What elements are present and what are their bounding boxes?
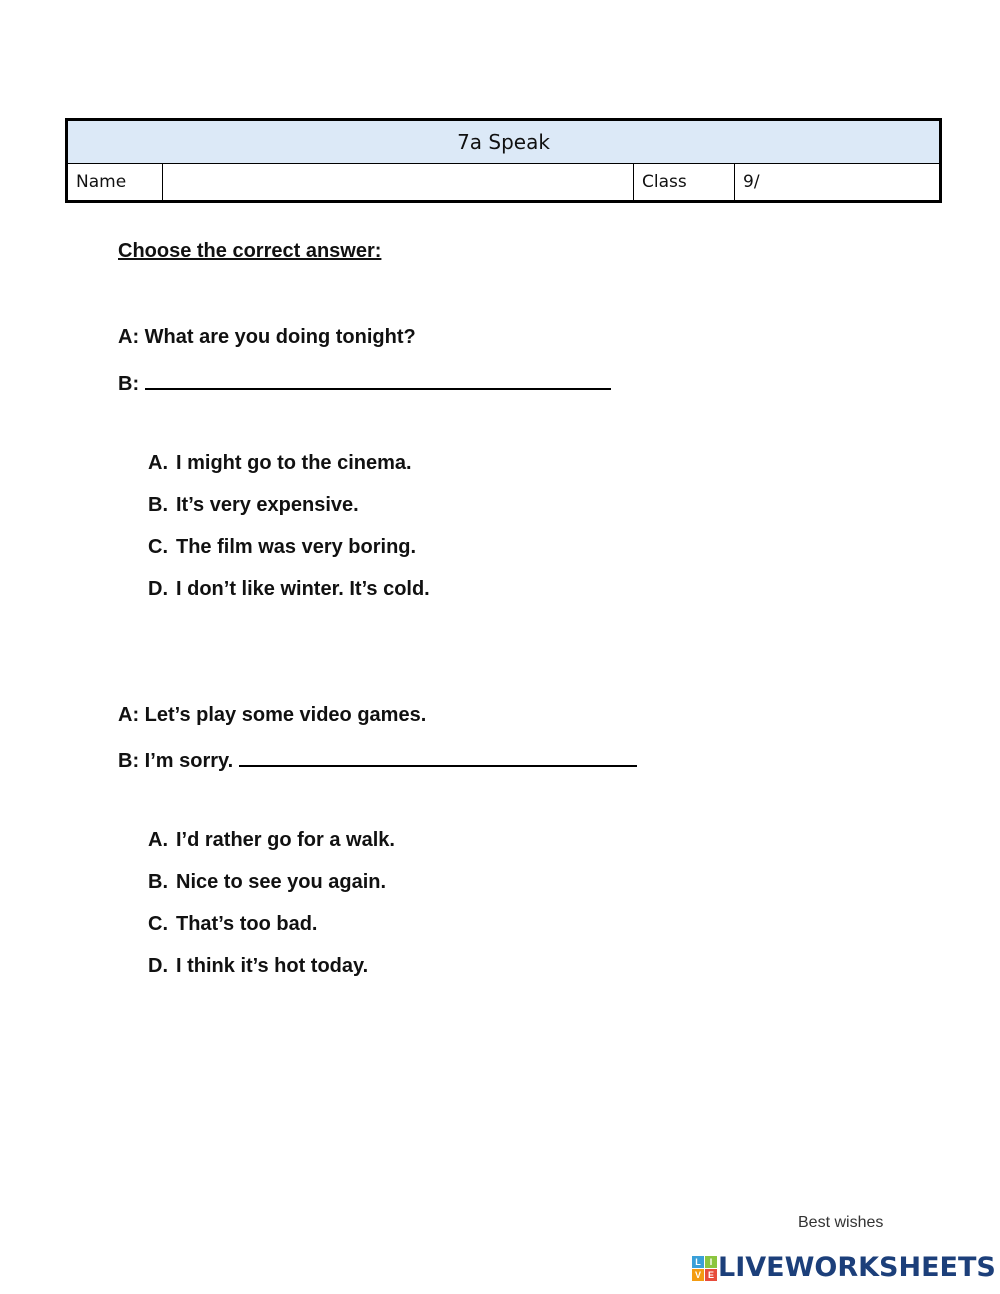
brand-name: LIVEWORKSHEETS: [718, 1252, 996, 1283]
footer-note: Best wishes: [798, 1214, 884, 1231]
logo-tile: V: [692, 1269, 704, 1281]
question-2-options: [148, 827, 395, 995]
option[interactable]: D. I don’t like winter. It’s cold.: [148, 578, 430, 600]
option[interactable]: A. I’d rather go for a walk.: [148, 829, 395, 851]
question-1-reply: [118, 370, 611, 396]
question-2-reply: [118, 747, 637, 773]
question-2-answer-blank[interactable]: [239, 747, 637, 767]
instruction: Choose the correct answer:: [118, 240, 382, 262]
question-1-answer-blank[interactable]: [145, 370, 611, 390]
worksheet-title: 7a Speak: [67, 120, 941, 164]
brand-logo-link[interactable]: [692, 1252, 996, 1283]
option[interactable]: D. I think it’s hot today.: [148, 955, 369, 977]
header-table: [65, 118, 942, 203]
option[interactable]: B. It’s very expensive.: [148, 494, 359, 516]
option[interactable]: B. Nice to see you again.: [148, 871, 387, 893]
question-1-reply-prefix: B:: [118, 373, 145, 395]
class-field[interactable]: 9/: [735, 164, 941, 202]
option[interactable]: C. That’s too bad.: [148, 913, 318, 935]
question-2-prompt: A: Let’s play some video games.: [118, 704, 427, 726]
question-1-options: [148, 450, 430, 618]
name-field[interactable]: [163, 164, 634, 202]
liveworksheets-logo-icon: [692, 1256, 716, 1280]
logo-tile: I: [705, 1256, 717, 1268]
logo-tile: L: [692, 1256, 704, 1268]
option[interactable]: A. I might go to the cinema.: [148, 452, 412, 474]
logo-tile: E: [705, 1269, 717, 1281]
class-label: Class: [634, 164, 735, 202]
option[interactable]: C. The film was very boring.: [148, 536, 417, 558]
name-label: Name: [67, 164, 163, 202]
question-1-prompt: A: What are you doing tonight?: [118, 326, 416, 348]
question-2-reply-prefix: B: I’m sorry.: [118, 750, 239, 772]
